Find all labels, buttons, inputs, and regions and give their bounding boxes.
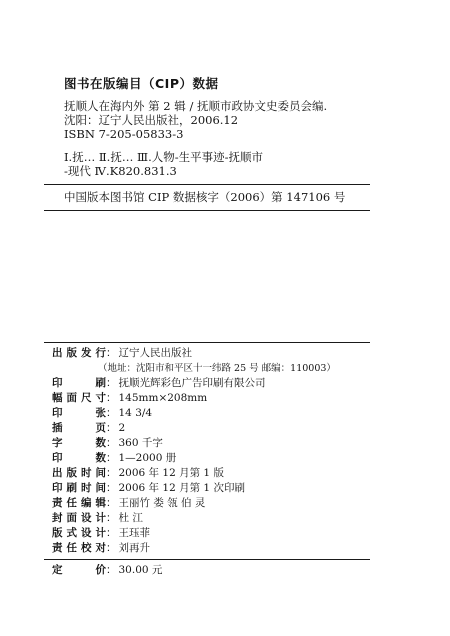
colophon-key: 出版时间 [52,467,106,479]
colophon-key: 封面设计 [52,512,106,524]
colophon-row-layout-design: 版式设计： 王珏菲 [52,527,150,539]
colophon-row-print-run: 印数： 1—2000 册 [52,452,177,464]
colophon-row-address [98,362,336,375]
cip-book-title-line: 抚顺人在海内外 第 2 辑 / 抚顺市政协文史委员会编. [64,99,328,113]
cip-record-number: 中国版本图书馆 CIP 数据核字（2006）第 147106 号 [64,190,346,204]
colophon-row-word-count: 字数： 360 千字 [52,437,163,449]
colophon-key: 版式设计 [52,527,106,539]
colophon-row-sheets: 印张： 14 3/4 [52,407,153,419]
colophon-row-editors: 责任编辑： 王丽竹 娄 瓴 伯 灵 [52,497,206,509]
colophon-value: 2 [118,422,126,434]
colophon-value: 刘再升 [118,542,150,554]
cip-classification-line-2: -现代 Ⅳ.K820.831.3 [64,164,177,178]
price-key: 定价 [52,564,106,576]
colophon-key: 出版发行 [52,347,106,359]
colophon-value: 2006 年 12 月第 1 次印刷 [118,482,245,494]
colophon-value: 抚顺光辉彩色广告印刷有限公司 [118,377,266,389]
colophon-value: 杜 江 [118,512,143,524]
colophon-row-printer: 印刷： 抚顺光辉彩色广告印刷有限公司 [52,377,266,389]
colophon-key: 印张 [52,407,106,419]
colophon-value: 2006 年 12 月第 1 版 [118,467,224,479]
colophon-key: 责任校对 [52,542,106,554]
colophon-divider-bottom [44,559,370,560]
colophon-value: 360 千字 [118,437,163,449]
colophon-value: 14 3/4 [118,407,153,419]
colophon-value: 145mm×208mm [118,392,208,404]
cip-isbn-line: ISBN 7-205-05833-3 [64,127,184,141]
colophon-key: 字数 [52,437,106,449]
colophon-key: 印数 [52,452,106,464]
cip-divider-bottom [44,210,370,211]
price-value: 30.00 元 [118,564,163,576]
colophon-key: 印刷 [52,377,106,389]
cip-title: 图书在版编目（CIP）数据 [64,76,219,91]
cip-classification-line: Ⅰ.抚… Ⅱ.抚… Ⅲ.人物-生平事迹-抚顺市 [64,150,263,164]
colophon-row-publisher: 出版发行： 辽宁人民出版社 [52,347,192,359]
colophon-value: 辽宁人民出版社 [118,347,192,359]
cip-divider-top [44,184,370,185]
colophon-row-format: 幅面尺寸： 145mm×208mm [52,392,208,404]
colophon-row-price: 定价： 30.00 元 [52,564,163,576]
colophon-key: 幅面尺寸 [52,392,106,404]
colophon-row-publication-date: 出版时间： 2006 年 12 月第 1 版 [52,467,224,479]
cip-publisher-line: 沈阳：辽宁人民出版社，2006.12 [64,113,239,127]
colophon-row-cover-design: 封面设计： 杜 江 [52,512,143,524]
colophon-key: 责任编辑 [52,497,106,509]
colophon-address: （地址：沈阳市和平区十一纬路 25 号 邮编：110003） [98,363,336,374]
colophon-row-print-date: 印刷时间： 2006 年 12 月第 1 次印刷 [52,482,245,494]
colophon-value: 王丽竹 娄 瓴 伯 灵 [118,497,206,509]
colophon-row-plates: 插页： 2 [52,422,126,434]
colophon-row-proofreader: 责任校对： 刘再升 [52,542,150,554]
colophon-key: 插页 [52,422,106,434]
colophon-key: 印刷时间 [52,482,106,494]
colophon-divider-top [44,342,370,343]
colophon-value: 王珏菲 [118,527,150,539]
colophon-value: 1—2000 册 [118,452,177,464]
